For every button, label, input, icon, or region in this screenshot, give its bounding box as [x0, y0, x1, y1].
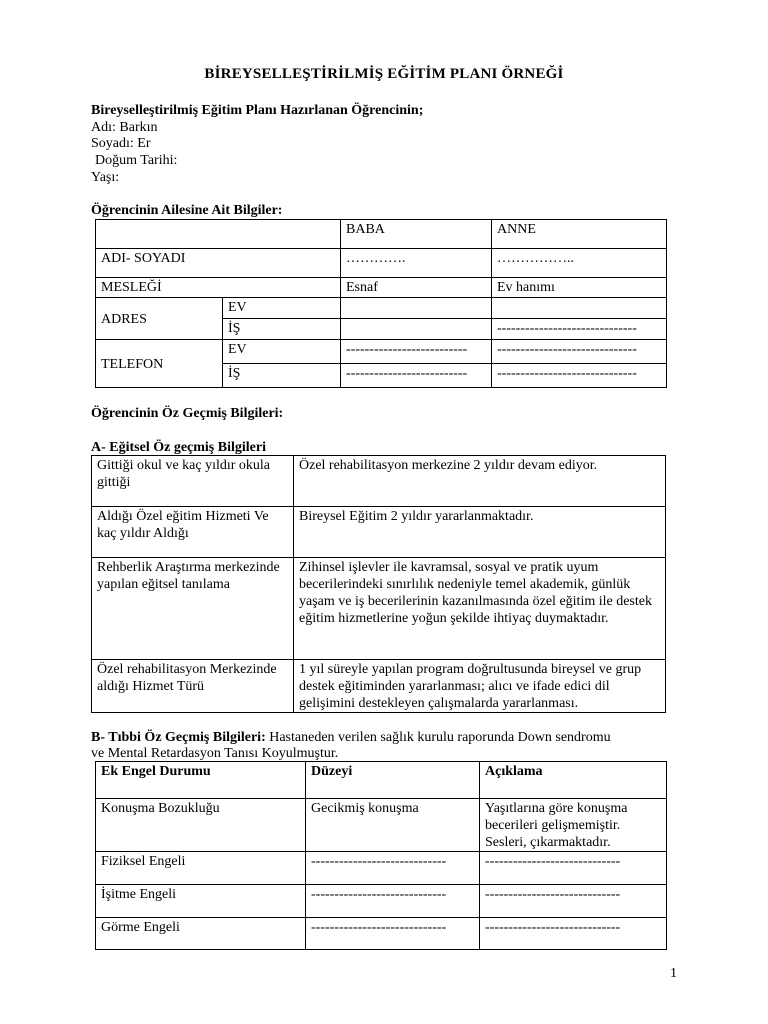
- medical-row-name: İşitme Engeli: [96, 885, 306, 918]
- edu-answer: Zihinsel işlevler ile kavramsal, sosyal ve pratik uyum becerilerindeki sınırlılık nedeniyle temel akademik, günlük yaşam ve iş becerilerinin kazanılmasında özel eğitim ile destek eğitim hizmetlerine yoğun şekilde ihtiyaç duymaktadır.: [294, 558, 666, 660]
- baba-telefon-is: --------------------------: [341, 364, 492, 388]
- telefon-is-label: İŞ: [223, 364, 341, 388]
- page-number: 1: [670, 966, 677, 981]
- medical-row-name: Konuşma Bozukluğu: [96, 799, 306, 852]
- edu-answer: Özel rehabilitasyon merkezine 2 yıldır devam ediyor.: [294, 456, 666, 507]
- medical-row-level: -----------------------------: [306, 918, 480, 950]
- col-anne: ANNE: [492, 220, 667, 249]
- education-heading: A- Eğitsel Öz geçmiş Bilgileri: [91, 440, 266, 455]
- edu-question: Rehberlik Araştırma merkezinde yapılan eğitsel tanılama: [92, 558, 294, 660]
- family-table: [95, 219, 667, 388]
- page-title: BİREYSELLEŞTİRİLMİŞ EĞİTİM PLANI ÖRNEĞİ: [204, 66, 564, 82]
- medical-text-1: Hastaneden verilen sağlık kurulu raporunda Down sendromu: [265, 730, 611, 745]
- medical-header-duzey: Düzeyi: [306, 762, 480, 799]
- baba-meslek: Esnaf: [341, 278, 492, 298]
- intro-heading: Bireyselleştirilmiş Eğitim Planı Hazırlanan Öğrencinin;: [91, 103, 424, 118]
- edu-question: Gittiği okul ve kaç yıldır okula gittiği: [92, 456, 294, 507]
- education-table: [91, 455, 666, 713]
- medical-row-name: Fiziksel Engeli: [96, 852, 306, 885]
- family-header-empty: [96, 220, 341, 249]
- row-adsoyad-label: ADI- SOYADI: [96, 249, 341, 278]
- student-birthdate: Doğum Tarihi:: [95, 153, 178, 168]
- medical-row-note: -----------------------------: [480, 852, 667, 885]
- medical-row-name: Görme Engeli: [96, 918, 306, 950]
- student-name: Adı: Barkın: [91, 120, 158, 135]
- family-heading: Öğrencinin Ailesine Ait Bilgiler:: [91, 203, 283, 218]
- anne-telefon-ev: ------------------------------: [492, 340, 667, 364]
- medical-row-note: -----------------------------: [480, 885, 667, 918]
- edu-question: Özel rehabilitasyon Merkezinde aldığı Hizmet Türü: [92, 660, 294, 713]
- baba-adsoyad: ………….: [341, 249, 492, 278]
- adres-ev-label: EV: [223, 298, 341, 319]
- edu-answer: 1 yıl süreyle yapılan program doğrultusunda bireysel ve grup destek eğitiminden yararlanması; alıcı ve ifade edici dil gelişimini destekleyen çalışmalarda yararlanması.: [294, 660, 666, 713]
- medical-header-engel: Ek Engel Durumu: [96, 762, 306, 799]
- medical-row-note: -----------------------------: [480, 918, 667, 950]
- anne-meslek: Ev hanımı: [492, 278, 667, 298]
- anne-adres-ev: [492, 298, 667, 319]
- history-heading: Öğrencinin Öz Geçmiş Bilgileri:: [91, 406, 284, 421]
- row-meslek-label: MESLEĞİ: [96, 278, 341, 298]
- medical-row-note: Yaşıtlarına göre konuşma becerileri gelişmemiştir. Sesleri, çıkarmaktadır.: [480, 799, 667, 852]
- row-adres-label: ADRES: [96, 298, 223, 340]
- edu-question: Aldığı Özel eğitim Hizmeti Ve kaç yıldır Aldığı: [92, 507, 294, 558]
- medical-row-level: Gecikmiş konuşma: [306, 799, 480, 852]
- medical-text-2: ve Mental Retardasyon Tanısı Koyulmuştur.: [91, 746, 339, 761]
- anne-adsoyad: ……………..: [492, 249, 667, 278]
- medical-paragraph: [91, 730, 611, 746]
- telefon-ev-label: EV: [223, 340, 341, 364]
- medical-header-aciklama: Açıklama: [480, 762, 667, 799]
- student-surname: Soyadı: Er: [91, 136, 151, 151]
- medical-row-level: -----------------------------: [306, 885, 480, 918]
- col-baba: BABA: [341, 220, 492, 249]
- anne-telefon-is: ------------------------------: [492, 364, 667, 388]
- adres-is-label: İŞ: [223, 319, 341, 340]
- medical-label: B- Tıbbi Öz Geçmiş Bilgileri:: [91, 730, 266, 745]
- medical-table: [95, 761, 667, 950]
- medical-row-level: -----------------------------: [306, 852, 480, 885]
- anne-adres-is: ------------------------------: [492, 319, 667, 340]
- baba-adres-ev: [341, 298, 492, 319]
- edu-answer: Bireysel Eğitim 2 yıldır yararlanmaktadır.: [294, 507, 666, 558]
- baba-telefon-ev: --------------------------: [341, 340, 492, 364]
- baba-adres-is: [341, 319, 492, 340]
- row-telefon-label: TELEFON: [96, 340, 223, 388]
- student-age: Yaşı:: [91, 170, 120, 185]
